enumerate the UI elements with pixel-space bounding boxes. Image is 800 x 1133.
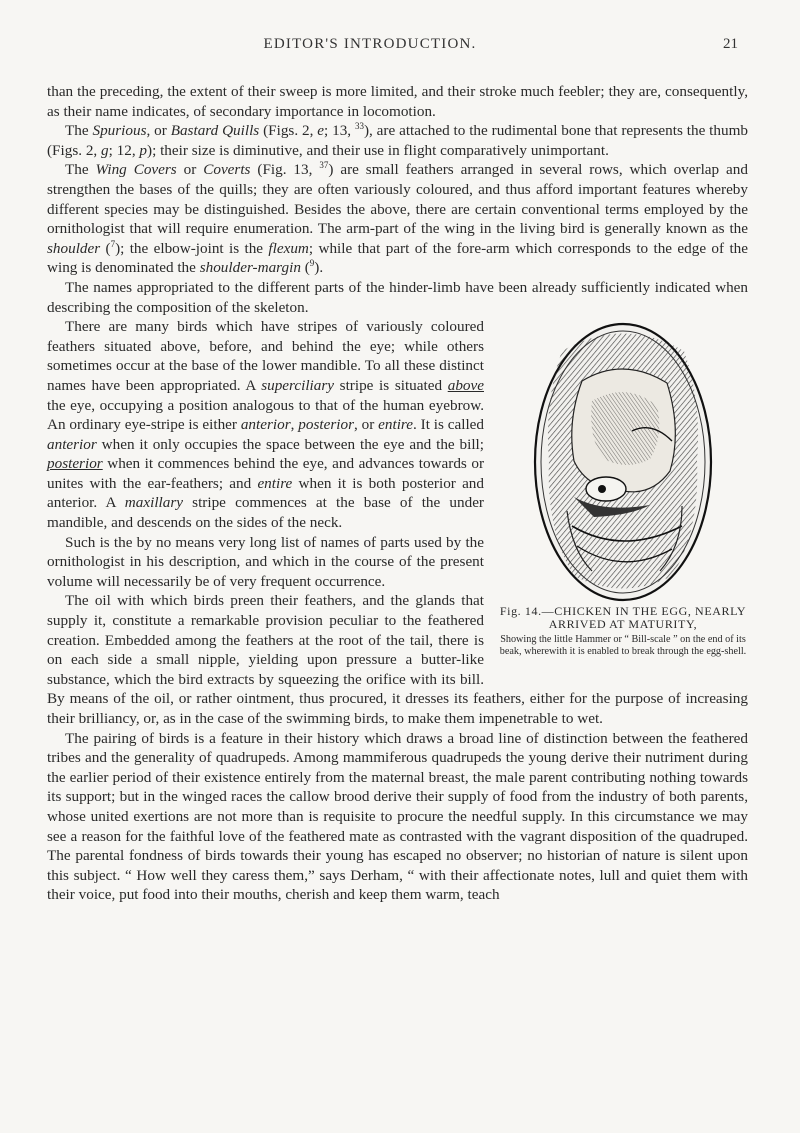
paragraph: Such is the by no means very long list of names of parts used by the ornithologist in his description, and which in the course of the present volume will necessarily be of very frequent occurrence. bbox=[47, 533, 484, 590]
page-number: 21 bbox=[723, 36, 738, 52]
paragraph: The Wing Covers or Coverts (Fig. 13, $^{37}$) are small feathers arranged in several rows, which overlap and strengthen the bases of the quills; they are often variously coloured, and thus afford important features whereby different species may be distinguished. Besides the above, there are certain conventional terms employed by the ornithologist that will require enumeration. The arm-part of the wing in the living bird is generally known as the shoulder ($^7$); the elbow-joint is the flexum; while that part of the fore-arm which corresponds to the edge of the wing is denominated the shoulder-margin ($^9$). bbox=[47, 160, 748, 277]
paragraph: The Spurious, or Bastard Quills (Figs. 2, e; 13, $^{33}$), are attached to the rudimental bone that represents the thumb (Figs. 2, g; 12, p); their size is diminutive, and their use in flight comparatively unimportant. bbox=[47, 121, 748, 159]
paragraph: than the preceding, the extent of their sweep is more limited, and their stroke much feebler; they are, consequently, as their name indicates, of secondary importance in locomotion. bbox=[47, 83, 748, 120]
paragraph: There are many birds which have stripes of variously coloured feathers situated above, before, and behind the eye; while others sometimes occur at the base of the lower mandible. To all these distinct names have been appropriated. A superciliary stripe is situated above the eye, occupying a position analogous to that of the human eyebrow. An ordinary eye-stripe is either anterior, posterior, or entire. It is called anterior when it only occupies the space between the eye and the bill; posterior when it commences behind the eye, and advances towards or unites with the ear-feathers; and entire when it is both posterior and anterior. A maxillary stripe commences at the base of the under mandible, and descends on the sides of the neck. bbox=[47, 318, 485, 532]
figure-subcaption: Showing the little Hammer or “ Bill-scale ” on the end of its beak, wherewith it is enabled to break through the egg-shell. bbox=[499, 634, 747, 658]
paragraph: The names appropriated to the different parts of the hinder-limb have been already sufficiently indicated when describing the composition of the skeleton. bbox=[47, 278, 748, 316]
chicken-embryo-illustration bbox=[532, 321, 714, 603]
paragraph: The pairing of birds is a feature in their history which draws a broad line of distinction between the feathered tribes and the generality of quadrupeds. Among mammiferous quadrupeds the young derive their nutriment during the earlier period of their existence entirely from the maternal breast, the male parent contributing nothing towards its support; but in the winged races the callow brood derive their supply of food from the industry of both parents, whose united exertions are not more than is requisite to procure the needful supply. In this circumstance we may see a reason for the faithful love of the feathered mate as contrasted with the vagrant disposition of the quadruped. The parental fondness of birds towards their young has escaped no observer; no historian of nature is silent upon this subject. “ How well they caress them,” says Derham, “ with their affectionate notes, lull and quiet them with their voice, put food into their mouths, cherish and keep them warm, teach bbox=[47, 729, 748, 904]
figure-chicken-in-egg bbox=[498, 321, 748, 673]
paragraph: The oil with which birds preen their feathers, and the glands that supply it, constitute a remarkable provision peculiar to the feathered creation. Embedded among the feathers at the root of the tail, there is on each side a small nipple, yielding upon pressure a butter-like substance, which the bird extracts by squeezing the orifice with its bill. By means of the oil, or rather ointment, thus procured, it dresses its feathers, either for the purpose of increasing their brilliancy, or, as in the case of the swimming birds, to make them impenetrable to wet. bbox=[47, 592, 748, 727]
running-head: EDITOR'S INTRODUCTION. bbox=[263, 36, 477, 52]
body-text bbox=[47, 82, 748, 905]
figure-caption: Fig. 14.—CHICKEN IN THE EGG, NEARLY ARRIVED AT MATURITY, bbox=[499, 604, 747, 632]
